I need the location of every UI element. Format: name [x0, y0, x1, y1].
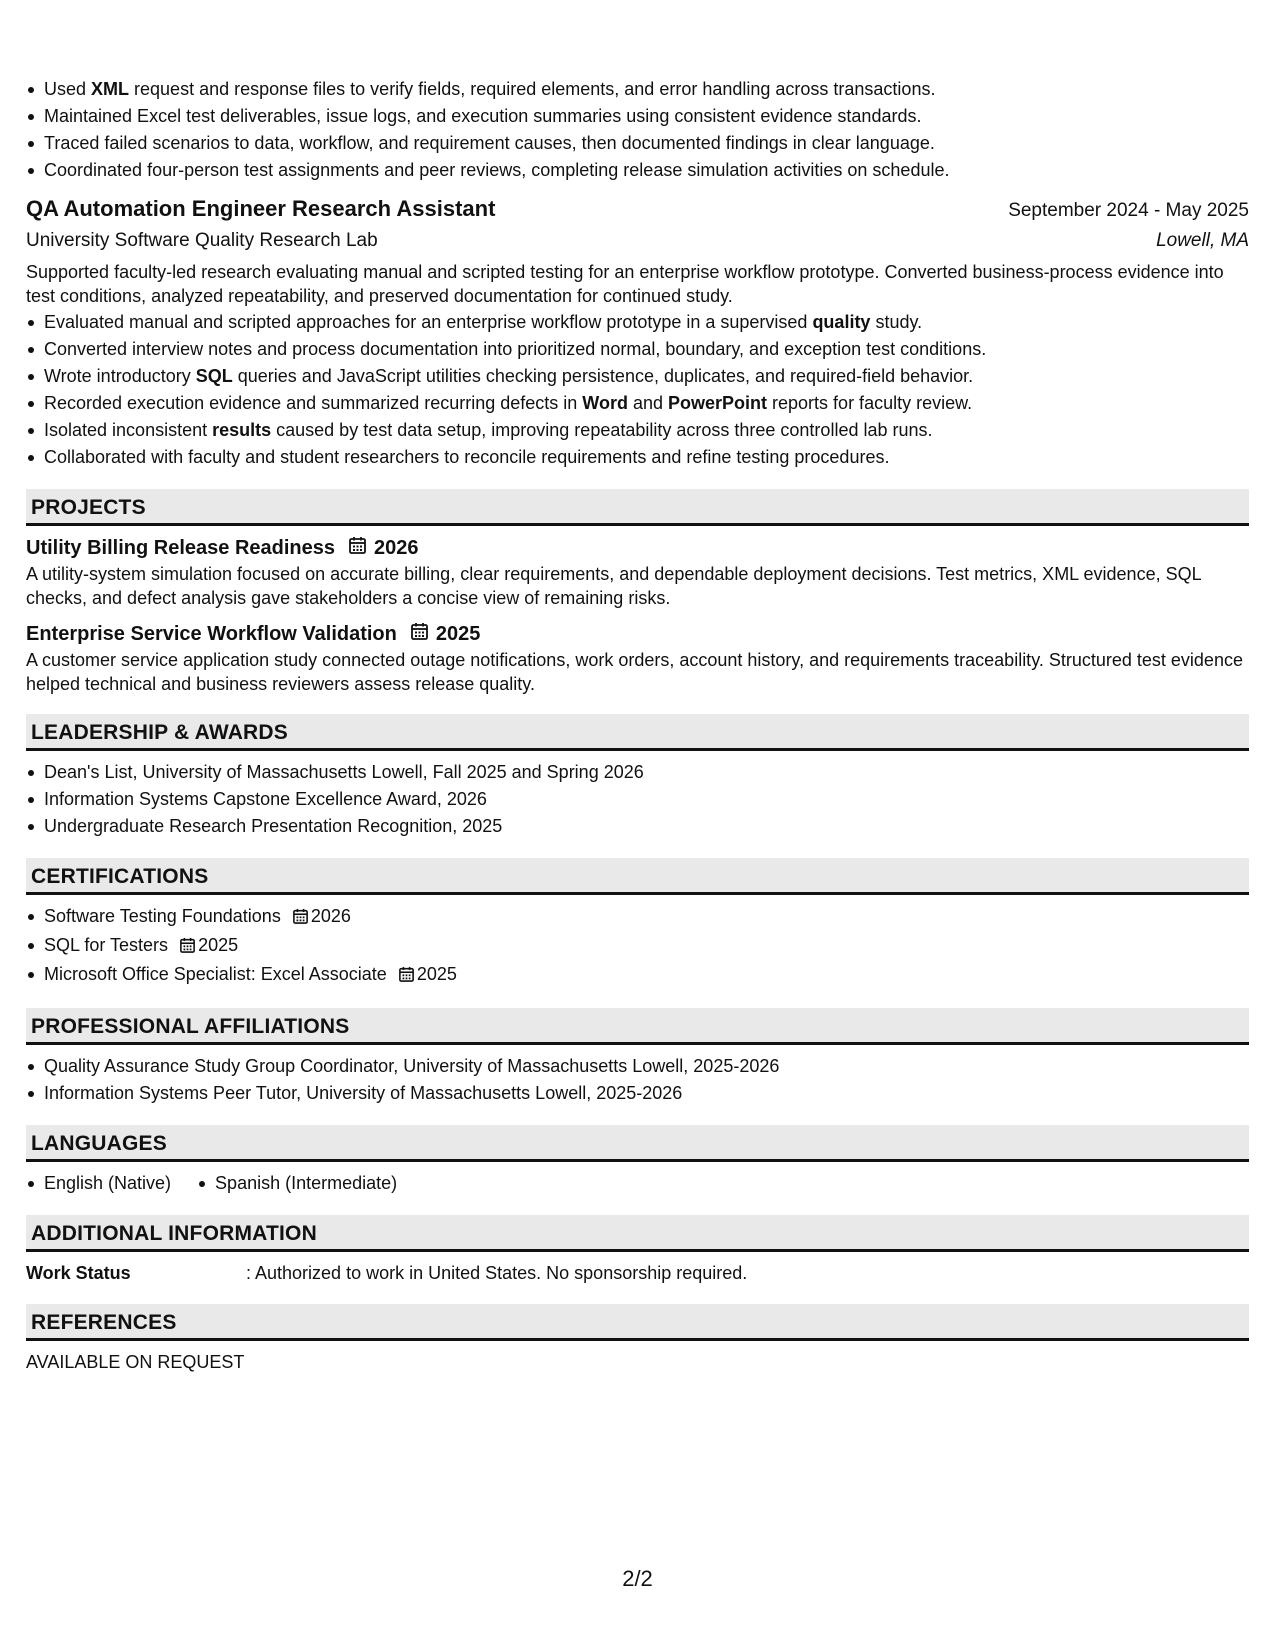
list-item: [44, 157, 1249, 184]
calendar-icon: [293, 905, 308, 932]
bullet-text: Converted interview notes and process documentation into prioritized normal, boundary, and exception test conditions.: [44, 339, 987, 359]
list-item: Quality Assurance Study Group Coordinator, University of Massachusetts Lowell, 2025-2026: [44, 1053, 1249, 1080]
project-name: Utility Billing Release Readiness: [26, 537, 335, 559]
job-header: [26, 194, 1249, 226]
certification-year: 2025: [416, 964, 457, 984]
section-header-leadership: [26, 714, 1249, 751]
list-item: [44, 417, 1249, 444]
languages-list: [26, 1170, 1249, 1197]
section-title: ADDITIONAL INFORMATION: [31, 1222, 317, 1245]
list-item: [44, 932, 1249, 961]
list-item: Information Systems Capstone Excellence Award, 2026: [44, 786, 1249, 813]
bold-keyword: Word: [582, 393, 628, 413]
bullet-text: Evaluated manual and scripted approaches for an enterprise workflow prototype in a supervised: [44, 312, 813, 332]
section-title: LANGUAGES: [31, 1132, 167, 1155]
leadership-list: [26, 759, 1249, 840]
job-summary: Supported faculty-led research evaluating manual and scripted testing for an enterprise workflow prototype. Converted business-process evidence into test conditions, analyzed repeatability, and preserved documentation for continued study.: [26, 262, 1224, 306]
language-item: English (Native): [44, 1170, 171, 1197]
list-item: Dean's List, University of Massachusetts Lowell, Fall 2025 and Spring 2026: [44, 759, 1249, 786]
calendar-icon: [399, 963, 414, 990]
section-header-affiliations: [26, 1008, 1249, 1045]
experience-continued-bullets: [26, 76, 1249, 184]
job-dates: September 2024 - May 2025: [1008, 200, 1249, 221]
list-item: [44, 390, 1249, 417]
list-item: Information Systems Peer Tutor, University of Massachusetts Lowell, 2025-2026: [44, 1080, 1249, 1107]
resume-page: [26, 76, 1249, 1375]
bold-keyword: quality: [812, 312, 871, 332]
section-title: PROJECTS: [31, 496, 146, 519]
list-item: [44, 336, 1249, 363]
bold-keyword: XML: [91, 79, 130, 99]
calendar-icon: [349, 534, 366, 562]
list-item: [44, 309, 1249, 336]
bullet-text: and: [627, 393, 669, 413]
page-number: 2/2: [622, 1566, 653, 1591]
section-header-references: [26, 1304, 1249, 1341]
bold-keyword: SQL: [195, 366, 233, 386]
bullet-text: Coordinated four-person test assignments and peer reviews, completing release simulation activities on schedule.: [44, 160, 950, 180]
job-subheader: [26, 226, 1249, 256]
certification-year: 2026: [310, 906, 351, 926]
bullet-text: study.: [870, 312, 923, 332]
work-status-row: [26, 1260, 1249, 1286]
project-item: [26, 534, 1249, 610]
work-status-label: Work Status: [26, 1263, 131, 1283]
list-item: [44, 76, 1249, 103]
section-header-certifications: [26, 858, 1249, 895]
bold-keyword: results: [212, 420, 272, 440]
job-bullets: [26, 309, 1249, 471]
work-status-value: : Authorized to work in United States. No sponsorship required.: [246, 1263, 748, 1283]
bullet-text: caused by test data setup, improving repeatability across three controlled lab runs.: [271, 420, 933, 440]
section-header-languages: [26, 1125, 1249, 1162]
calendar-icon: [180, 934, 195, 961]
bullet-text: Isolated inconsistent: [44, 420, 213, 440]
bullet-text: Wrote introductory: [44, 366, 196, 386]
project-description: A utility-system simulation focused on accurate billing, clear requirements, and dependable deployment decisions. Test metrics, XML evidence, SQL checks, and defect analysis gave stakeholders a concise view of remaining risks.: [26, 564, 1201, 608]
certification-year: 2025: [198, 935, 239, 955]
project-description: A customer service application study connected outage notifications, work orders, account history, and requirements traceability. Structured test evidence helped technical and business reviewers assess release quality.: [26, 650, 1243, 694]
list-item: [44, 961, 1249, 990]
certification-name: Microsoft Office Specialist: Excel Associate: [44, 964, 387, 984]
job-title: QA Automation Engineer Research Assistant: [26, 196, 496, 221]
list-item: [44, 103, 1249, 130]
section-title: LEADERSHIP & AWARDS: [31, 721, 288, 744]
bullet-text: Maintained Excel test deliverables, issue logs, and execution summaries using consistent evidence standards.: [44, 106, 922, 126]
bullet-text: Used: [44, 79, 92, 99]
list-item: [44, 130, 1249, 157]
calendar-icon: [411, 620, 428, 648]
project-name: Enterprise Service Workflow Validation: [26, 623, 397, 645]
references-text: AVAILABLE ON REQUEST: [26, 1352, 245, 1372]
project-header: [26, 534, 1249, 562]
list-item: [44, 363, 1249, 390]
list-item: [44, 903, 1249, 932]
project-year: 2026: [374, 537, 419, 559]
section-title: CERTIFICATIONS: [31, 865, 209, 888]
language-item: Spanish (Intermediate): [215, 1170, 397, 1197]
project-item: [26, 620, 1249, 696]
certification-name: Software Testing Foundations: [44, 906, 281, 926]
list-item: [44, 444, 1249, 471]
certification-name: SQL for Testers: [44, 935, 169, 955]
affiliations-list: [26, 1053, 1249, 1107]
bullet-text: Traced failed scenarios to data, workflow, and requirement causes, then documented findings in clear language.: [44, 133, 935, 153]
certifications-list: [26, 903, 1249, 990]
section-header-projects: [26, 489, 1249, 526]
project-year: 2025: [435, 623, 481, 645]
bullet-text: request and response files to verify fields, required elements, and error handling across transactions.: [129, 79, 936, 99]
section-header-additional-info: [26, 1215, 1249, 1252]
section-title: REFERENCES: [31, 1311, 177, 1334]
bullet-text: Collaborated with faculty and student researchers to reconcile requirements and refine testing procedures.: [44, 447, 890, 467]
job-organization: University Software Quality Research Lab: [26, 230, 378, 251]
section-title: PROFESSIONAL AFFILIATIONS: [31, 1015, 350, 1038]
bold-keyword: PowerPoint: [668, 393, 768, 413]
list-item: Undergraduate Research Presentation Recognition, 2025: [44, 813, 1249, 840]
project-header: [26, 620, 1249, 648]
bullet-text: reports for faculty review.: [767, 393, 973, 413]
bullet-text: queries and JavaScript utilities checking persistence, duplicates, and required-field behavior.: [232, 366, 974, 386]
bullet-text: Recorded execution evidence and summarized recurring defects in: [44, 393, 583, 413]
job-location: Lowell, MA: [1156, 230, 1249, 251]
